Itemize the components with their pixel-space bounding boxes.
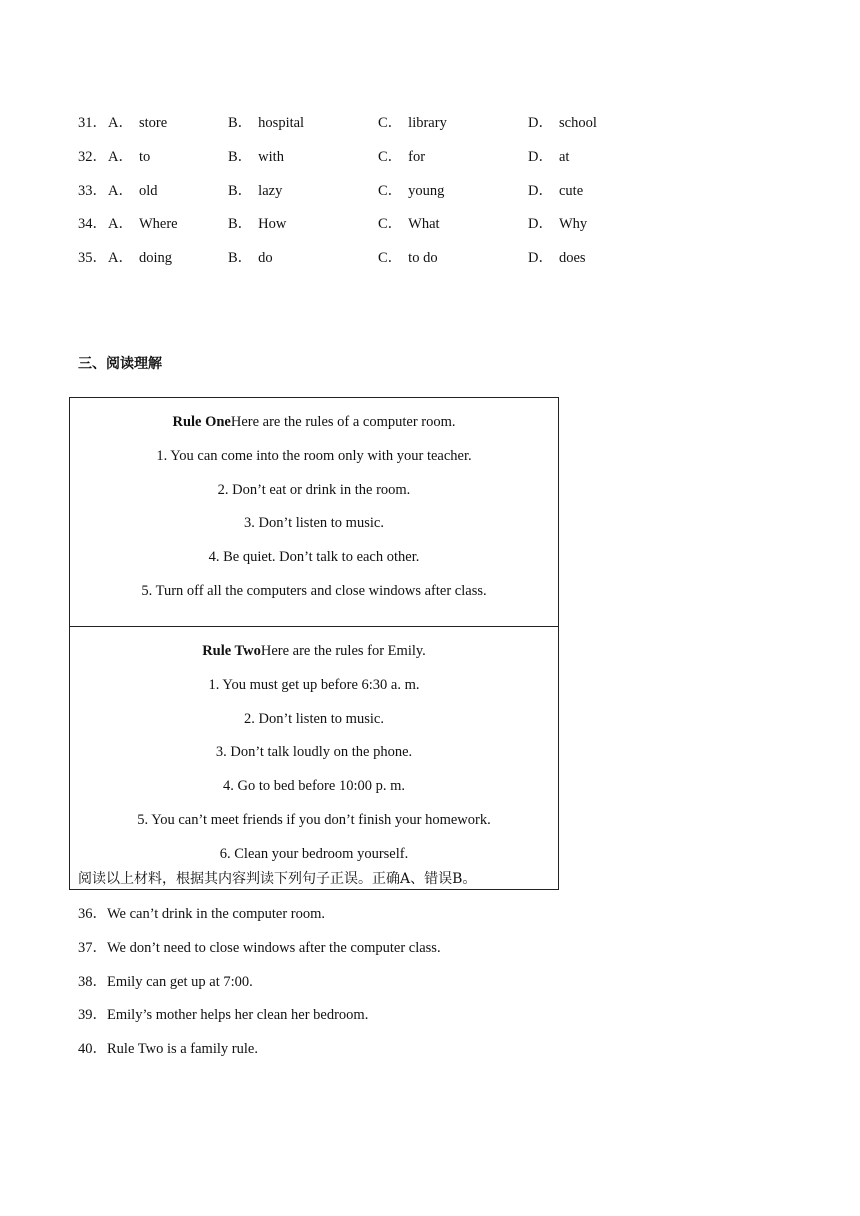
option-text: does [558,250,586,267]
option-c [378,246,438,267]
instruction-text: 阅读以上材料，根据其内容判读下列句子正误。正确A、错误B。 [78,871,477,887]
question-34-row [78,212,678,246]
option-letter: A． [108,115,133,131]
question-number: 31． [78,115,107,131]
option-c [378,111,447,132]
rule-one-heading [70,412,558,446]
option-letter: C． [378,216,403,233]
option-letter: D． [528,182,553,199]
option-text: lazy [258,182,283,199]
option-text: What [408,216,440,233]
option-letter: A． [108,216,133,233]
option-letter: B． [228,148,253,165]
question-row [78,1003,441,1037]
option-letter: C． [378,115,403,131]
rule-one-cell [70,398,558,626]
question-row [78,936,441,970]
option-text: to do [408,250,438,267]
rule-one-item: 4. Be quiet. Don’t talk to each other. [208,549,420,566]
option-text: doing [138,250,173,267]
option-text: cute [558,182,584,199]
section-title: 三、阅读理解 [78,356,162,372]
option-b [228,246,273,267]
true-false-questions [78,902,441,1071]
question-text: We don’t need to close windows after the computer class. [107,939,441,956]
option-text: library [408,115,447,131]
option-letter: A． [108,250,133,267]
option-text: old [138,182,158,199]
question-number: 37． [78,939,107,956]
rule-two-item: 4. Go to bed before 10:00 p. m. [222,778,406,795]
option-a [108,212,178,233]
option-b [228,145,284,166]
question-31-row [78,111,678,145]
option-c [378,212,440,233]
rule-one-label: Rule One [172,414,231,430]
question-row [78,1037,441,1071]
option-letter: A． [108,182,133,199]
question-32-row [78,145,678,179]
option-d [528,212,587,233]
question-number: 38． [78,973,107,990]
rule-one-item: 5. Turn off all the computers and close windows after class. [141,582,487,599]
option-letter: D． [528,148,553,165]
question-number: 36． [78,906,107,922]
question-number: 35． [78,250,107,267]
option-b [228,212,286,233]
option-letter: B． [228,182,253,199]
option-letter: B． [228,250,253,267]
option-c [378,179,444,200]
option-d [528,179,583,200]
option-letter: B． [228,216,253,233]
question-number: 34． [78,216,107,233]
option-text: do [258,250,273,267]
option-text: at [558,148,570,165]
option-text: How [258,216,287,233]
option-letter: A． [108,148,133,165]
option-text: with [258,148,284,165]
rule-one-item: 3. Don’t listen to music. [244,515,384,532]
rule-two-item: 5. You can’t meet friends if you don’t finish your homework. [137,811,491,828]
option-d [528,145,569,166]
option-a [108,111,167,132]
rule-two-item: 3. Don’t talk loudly on the phone. [215,744,413,761]
option-letter: D． [528,115,553,131]
option-c [378,145,425,166]
option-b [228,179,282,200]
option-d [528,246,586,267]
rule-two-item: 6. Clean your bedroom yourself. [219,845,409,862]
option-letter: C． [378,182,403,199]
option-text: young [408,182,445,199]
question-text: Emily’s mother helps her clean her bedroom. [107,1007,369,1024]
question-number: 40． [78,1041,107,1058]
option-text: to [138,148,151,165]
question-number: 33． [78,182,107,199]
question-row [78,970,441,1004]
option-b [228,111,304,132]
rule-two-cell [70,626,558,889]
rule-two-intro: Here are the rules for Emily. [260,643,426,659]
question-text: Rule Two is a family rule. [107,1041,258,1058]
rule-one-intro: Here are the rules of a computer room. [230,414,456,430]
option-letter: B． [228,115,253,131]
rule-one-item: 1. You can come into the room only with your teacher. [156,447,472,464]
option-letter: D． [528,216,553,233]
option-text: Why [558,216,588,233]
option-a [108,179,158,200]
question-number: 39． [78,1007,107,1024]
rule-two-label: Rule Two [202,643,261,659]
question-33-row [78,179,678,213]
multiple-choice-block [78,111,678,280]
option-text: for [408,148,426,165]
option-text: hospital [258,115,305,131]
option-letter: C． [378,250,403,267]
question-35-row [78,246,678,280]
option-text: Where [138,216,178,233]
question-text: We can’t drink in the computer room. [107,906,326,922]
rule-two-item: 2. Don’t listen to music. [244,710,384,727]
rule-two-item: 1. You must get up before 6:30 a. m. [208,676,420,693]
rule-two-heading [70,641,558,675]
option-a [108,145,150,166]
question-text: Emily can get up at 7:00. [107,973,253,990]
option-letter: C． [378,148,403,165]
rule-one-item: 2. Don’t eat or drink in the room. [217,481,411,498]
option-a [108,246,172,267]
option-text: store [138,115,168,131]
option-text: school [558,115,597,131]
question-number: 32． [78,148,107,165]
option-d [528,111,597,132]
question-row [78,902,441,936]
option-letter: D． [528,250,553,267]
rules-table [69,397,559,890]
